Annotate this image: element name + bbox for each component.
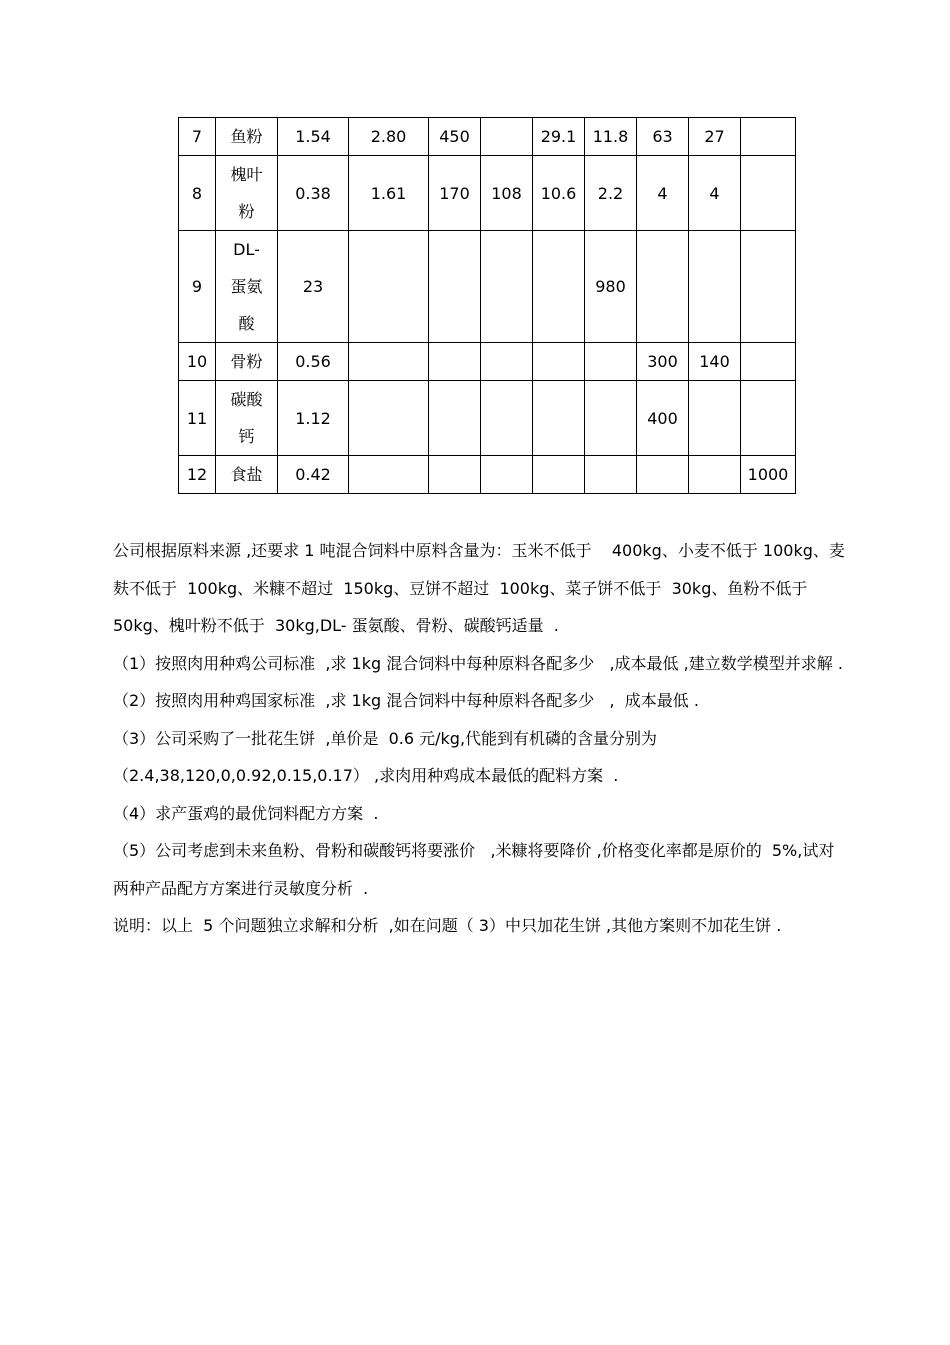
table-cell xyxy=(533,343,585,381)
table-cell xyxy=(429,456,481,494)
table-cell xyxy=(349,381,429,456)
table-cell: 450 xyxy=(429,118,481,156)
problem-text xyxy=(113,532,848,945)
row-number-cell: 9 xyxy=(179,231,216,343)
table-cell xyxy=(585,343,637,381)
note-paragraph: 说明：以上 5 个问题独立求解和分析 ,如在问题（ 3）中只加花生饼 ,其他方案则不加花生饼 . xyxy=(113,916,782,935)
row-number-cell: 11 xyxy=(179,381,216,456)
table-row xyxy=(179,156,796,231)
table-cell xyxy=(741,231,796,343)
table-cell xyxy=(429,343,481,381)
table-cell: 300 xyxy=(637,343,689,381)
table-cell xyxy=(741,381,796,456)
table-cell xyxy=(481,343,533,381)
table-cell xyxy=(689,231,741,343)
table-cell xyxy=(481,456,533,494)
table-cell: 10.6 xyxy=(533,156,585,231)
table-cell: 0.38 xyxy=(278,156,349,231)
table-cell: 4 xyxy=(637,156,689,231)
table-cell: 140 xyxy=(689,343,741,381)
table-cell: 63 xyxy=(637,118,689,156)
table-cell: 27 xyxy=(689,118,741,156)
table-cell xyxy=(637,456,689,494)
table-cell xyxy=(533,231,585,343)
table-cell: 108 xyxy=(481,156,533,231)
question-1: （1）按照肉用种鸡公司标准 ,求 1kg 混合饲料中每种原料各配多少 ,成本最低 ,建立数学模型并求解 . xyxy=(113,653,843,673)
table-cell: 0.56 xyxy=(278,343,349,381)
table-cell: 1000 xyxy=(741,456,796,494)
table-cell xyxy=(689,381,741,456)
table-cell xyxy=(349,231,429,343)
question-3: （3）公司采购了一批花生饼 ,单价是 0.6 元/kg,代能到有机磷的含量分别为 （2.4,38,120,0,0.92,0.15,0.17） ,求肉用种鸡成本最低的配料方案 . xyxy=(113,728,663,785)
row-number-cell: 10 xyxy=(179,343,216,381)
material-name-cell: 鱼粉 xyxy=(216,118,278,156)
table-cell: 1.54 xyxy=(278,118,349,156)
table-row xyxy=(179,343,796,381)
table-cell xyxy=(533,456,585,494)
material-name-cell: 骨粉 xyxy=(216,343,278,381)
table-cell xyxy=(429,381,481,456)
table-cell xyxy=(349,343,429,381)
material-name-cell: DL- 蛋氨 酸 xyxy=(216,231,278,343)
table-cell: 29.1 xyxy=(533,118,585,156)
table-row xyxy=(179,456,796,494)
table-cell xyxy=(741,118,796,156)
table-cell xyxy=(637,231,689,343)
table-cell: 23 xyxy=(278,231,349,343)
feed-materials-table xyxy=(178,117,796,494)
table-cell xyxy=(349,456,429,494)
table-cell xyxy=(481,381,533,456)
row-number-cell: 7 xyxy=(179,118,216,156)
requirements-paragraph: 公司根据原料来源 ,还要求 1 吨混合饲料中原料含量为：玉米不低于 400kg、小麦不低于 100kg、麦麸不低于 100kg、米糠不超过 150kg、豆饼不超过 100kg、菜子饼不低于 30kg、鱼粉不低于 50kg、槐叶粉不低于 30kg,DL- 蛋氨酸、骨粉、碳酸钙适量 . xyxy=(113,541,845,635)
question-2: （2）按照肉用种鸡国家标准 ,求 1kg 混合饲料中每种原料各配多少 , 成本最低 . xyxy=(113,691,699,710)
table-cell: 2.80 xyxy=(349,118,429,156)
table-cell: 980 xyxy=(585,231,637,343)
row-number-cell: 8 xyxy=(179,156,216,231)
table-cell xyxy=(689,456,741,494)
table-row xyxy=(179,381,796,456)
table-cell: 1.61 xyxy=(349,156,429,231)
table-cell: 4 xyxy=(689,156,741,231)
table-cell xyxy=(741,343,796,381)
table-cell: 1.12 xyxy=(278,381,349,456)
table-cell xyxy=(585,456,637,494)
table-row xyxy=(179,118,796,156)
row-number-cell: 12 xyxy=(179,456,216,494)
material-name-cell: 碳酸 钙 xyxy=(216,381,278,456)
table-cell xyxy=(481,118,533,156)
material-name-cell: 食盐 xyxy=(216,456,278,494)
table-cell: 11.8 xyxy=(585,118,637,156)
question-4: （4）求产蛋鸡的最优饲料配方方案 . xyxy=(113,803,379,823)
table-cell xyxy=(585,381,637,456)
table-cell xyxy=(429,231,481,343)
table-cell xyxy=(741,156,796,231)
table-row xyxy=(179,231,796,343)
table-cell xyxy=(481,231,533,343)
material-name-cell: 槐叶 粉 xyxy=(216,156,278,231)
table-cell: 2.2 xyxy=(585,156,637,231)
question-5: （5）公司考虑到未来鱼粉、骨粉和碳酸钙将要涨价 ,米糠将要降价 ,价格变化率都是原价的 5%,试对两种产品配方方案进行灵敏度分析 . xyxy=(113,841,835,898)
table-cell: 170 xyxy=(429,156,481,231)
table-cell: 400 xyxy=(637,381,689,456)
table-cell: 0.42 xyxy=(278,456,349,494)
table-cell xyxy=(533,381,585,456)
table-body xyxy=(179,118,796,494)
